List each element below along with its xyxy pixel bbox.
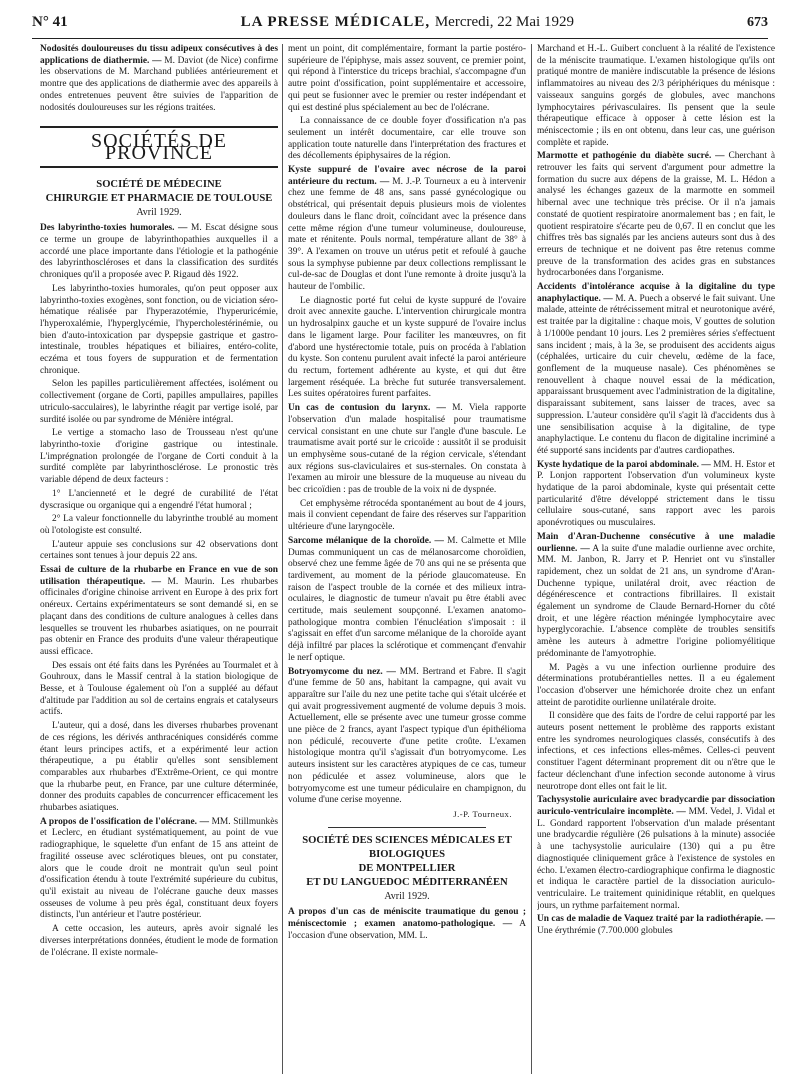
article — [537, 795, 775, 912]
paragraph: Marchand et H.-L. Guibert concluent à la réalité de l'existence de la méniscite traumatique. L'examen histologique qu'ils ont pratiqué montre de manière indiscutable la présence de lésions inflammatoires au niveau des 2/3 périphériques du ménisque : vaisseaux sanguins gorgés de globules, avec manchons lymphocytaires périvasculaires. Ils pensent que la seule thérapeutique efficace à opposer à cette lésion est la méniscectomie ; ils en ont obtenu, dans leur cas, une guérison complète et rapide. — [537, 44, 775, 148]
column-1 — [40, 44, 278, 1076]
article — [288, 403, 526, 497]
paragraph: Cet emphysème rétrocéda spontanément au bout de 4 jours, mais il convient cependant de faire des réserves sur l'apparition ultérieure d'une laryngocèle. — [288, 498, 526, 533]
article — [40, 223, 278, 282]
journal-name: LA PRESSE MÉDICALE, — [240, 14, 431, 30]
article-body: M. Escat désigne sous ce terme un groupe de labyrinthopathies auxquelles il a accordé une place importante dans l'étiologie et la pathogénie des labyrinthoscléroses et dans la classification des surdités chroniques qu'il a proposée avec P. Rigaud dès 1922. — [40, 223, 278, 281]
society-line-2: CHIRURGIE ET PHARMACIE DE TOULOUSE — [45, 192, 273, 204]
article — [537, 151, 775, 280]
article-title: Tachysystolie auriculaire avec bradycardie par dissociation auriculo-ventriculaire incomplète. — — [537, 795, 775, 817]
article — [40, 817, 278, 922]
article-body: MM. Vedel, J. Vidal et L. Gondard rapportent l'observation d'un malade présentant une bradycardie régulière (26 pulsations à la minute) associée à une tachysystolie auriculaire (130) qui a pu être diagnostiquée cliniquement grâce à l'existence de systoles en écho. L'examen électro-cardiographique confirma le diagnostic et indiqua le caractère partiel de la dissociation auriculo-ventriculaire. Le traitement quinidinique rétablit, en quelques jours, un rythme parfaitement normal. — [537, 807, 775, 911]
society-date: Avril 1929. — [136, 206, 182, 218]
article-body: M. Maurin. Les rhubarbes officinales d'origine chinoise arrivent en Europe à des prix fort onéreux. Certains expérimentateurs se sont demandé si, en se plaçant dans des conditions de culture analogues à celles dans lesquelles se trouvent les rhubarbes asiatiques, on ne pourrait pas obtenir en France des produits d'une valeur thérapeutique aussi efficace. — [40, 576, 278, 657]
paragraph: M. Pagès a vu une infection ourlienne produire des déterminations protubérantielles nettes. Il a eu également l'occasion d'observer une hémichorée droite chez un enfant atteint de parotidite ourlienne unilatérale droite. — [537, 662, 775, 708]
article — [537, 282, 775, 458]
paragraph: Des essais ont été faits dans les Pyrénées au Tourmalet et à Gouhroux, dans le Massif central à la station biologique de Besse, et à Toulouse également où l'on a suppléé au défaut d'altitude par l'addition au sol de certains engrais et catalyseurs actifs. — [40, 660, 278, 718]
issue-number: N° 41 — [32, 14, 68, 30]
article-body: MM. Bertrand et Fabre. Il s'agit d'une femme de 50 ans, habitant la campagne, qui avait vu apparaître sur l'aile du nez une petite tache qui s'était ulcérée et qui avait progressivement augmenté de volume depuis 3 mois. Actuellement, elle se présente avec une tumeur grosse comme une pièce de 2 francs, ayant l'aspect typique d'un épithélioma non pédiculé, recouverte d'une petite croûte. L'examen histologique montra qu'il s'agissait d'un botryomycome. Les auteurs insistent sur les caractères atypiques de ce cas, tumeur non pédiculée et assez volumineuse, alors que le botryomycome est une tumeur pédiculaire en champignon, du volume d'une cerise moyenne. — [288, 666, 526, 806]
article — [537, 532, 775, 661]
article — [537, 460, 775, 530]
paragraph: ment un point, dit complémentaire, formant la partie postéro-supérieure de l'épiphyse, mais assez souvent, ce premier point, qui répond à l'interstice du triceps brachial, s'accompagne d'un autre point d'ossification, point supplémentaire et accessoire, qui peut se fusionner avec le premier ou rester indépendant et qui est destiné plus spécialement au bec de l'olécrane. — [288, 44, 526, 113]
article-title: Botryomycome du nez. — — [288, 666, 396, 677]
article-body: M. J.-P. Tourneux a eu à intervenir chez une femme de 48 ans, sans passé gynécologique ou obstétrical, qui présentait depuis plusieurs mois de violentes douleurs dans le flanc droit, coïncidant avec la présence dans cette même région d'une tumeur volumineuse, douloureuse, mate et rénitente. Pouls normal, température allant de 38° à 39°. A l'examen on trouve un utérus petit et refoulé à gauche sous la symphyse pubienne par deux collections remplissant le cul-de-sac de Douglas et dont l'une remonte à droite jusqu'à la hauteur de l'ombilic. — [288, 176, 526, 293]
issue-date: Mercredi, 22 Mai 1929 — [434, 14, 574, 30]
section-title: SOCIÉTÉS DE PROVINCE — [40, 126, 278, 167]
article-body: MM. Stillmunkès et Leclerc, en étudiant systématiquement, au point de vue radiographique, le squelette d'un enfant de 15 ans atteint de fragilité osseuse avec sclérotiques bleues, ont pu constater, alors que le coude droit ne montrait qu'un seul point d'ossification étendu à toute l'extrémité supérieure du cubitus, qu'il existait au niveau de l'olécrane gauche deux masses osseuses de volume à peu près égal, constituant deux foyers distincts, l'un antérieur et l'autre postérieur. — [40, 816, 278, 921]
signature: J.-P. Tourneux. — [453, 809, 512, 819]
society-name — [288, 834, 526, 890]
article — [288, 907, 526, 942]
society-line-1: SOCIÉTÉ DES SCIENCES MÉDICALES ET BIOLOGIQUES — [302, 834, 512, 860]
society-name — [40, 178, 278, 206]
article-title: Kyste suppuré de l'ovaire avec nécrose de la paroi antérieure du rectum. — — [288, 165, 526, 187]
paragraph: La connaissance de ce double foyer d'ossification n'a pas seulement un intérêt documentaire, car elle trouve son application toute naturelle dans l'interprétation des fractures et des décollements épiphysaires de la région. — [288, 116, 526, 162]
society-line-3: ET DU LANGUEDOC MÉDITERRANÉEN — [306, 876, 508, 888]
society-date: Avril 1929. — [384, 890, 430, 902]
article-title: Kyste hydatique de la paroi abdominale. — — [537, 459, 711, 470]
article-body: M. Daviot (de Nice) confirme les observations de M. Marchand publiées antérieurement et montre que des applications de diathermie avec des appareils à ondes entretenues peuvent être suivies de l'apparition de nodosités douloureuses sur les régions traitées. — [40, 55, 278, 113]
article-title: Un cas de contusion du larynx. — — [288, 403, 446, 414]
article-title: Main d'Aran-Duchenne consécutive à une maladie ourlienne. — — [537, 531, 775, 554]
society-line-1: SOCIÉTÉ DE MÉDECINE — [96, 178, 222, 190]
article-body: A la suite d'une maladie ourlienne avec orchite, MM. M. Janbon, R. Jarry et P. Henriet ont vu s'installer rapidement, chez un soldat de 21 ans, un syndrome d'Aran-Duchenne typique, unilatéral droit, avec réaction de dégénérescence et contractions fibrillaires. Il existait également un syndrome de Claude Bernard-Horner du côté droit, et une légère réaction méningée lymphocytaire avec hyperglycorachie. L'absence complète de troubles sensitifs amène les auteurs à admettre l'origine poliomyélitique prédominante de l'amyotrophie. — [537, 543, 775, 659]
paragraph: A cette occasion, les auteurs, après avoir signalé les diverses interprétations données, étudient le mode de formation de l'olécrane. Il existe normale- — [40, 924, 278, 958]
paragraph: Selon les papilles particulièrement affectées, isolément ou collectivement (organe de Corti, papilles ampullaires, papilles utriculo-sacculaires), le labyrinthe réagit par vertige isolé, par surdité isolée ou par syndrome de Ménière intégral. — [40, 379, 278, 425]
paragraph: 2° La valeur fonctionnelle du labyrinthe troublé au moment où l'otologiste est consulté. — [40, 514, 278, 536]
article — [288, 667, 526, 807]
journal-title — [241, 14, 574, 31]
article-title: Accidents d'intolérance acquise à la digitaline du type anaphylactique. — — [537, 282, 775, 304]
article-title: A propos de l'ossification de l'olécrane. — — [40, 816, 209, 827]
article-body: M. A. Puech a observé le fait suivant. Une malade, atteinte de rétrécissement mitral et neurotonique avéré, est traitée par la digitaline : chaque mois, V gouttes de solution à 1/1000e pendant 10 jours. Les 2 premières séries s'effectuent sans incident ; mais, à la 3e, se produisent des accidents aigus (céphalées, urticaire du cuir chevelu, œdème de la face, gonflement de la muqueuse nasale). Ces phénomènes se renouvellent à chaque nouvel essai de la médication, apparaissant brusquement avec l'administration de la digitaline, disparaissant subitement, sans laisser de traces, avec sa suppression. L'auteur considère qu'il s'agit là d'accidents dus à une sensibilisation acquise à la digitaline, de type anaphylactique. Le contenu du flacon de digitaline incriminé a été supporté sans incidents par d'autres cardiopathes. — [537, 293, 775, 456]
article-body: M. Viela rapporte l'observation d'un malade hospitalisé pour traumatisme cervical consistant en une chute sur l'angle d'une bascule. Le traumatisme avait porté sur le cricoïde : aussitôt il se produisit un emphysème sous-cutané de la région cervicale, s'étendant aux régions sus-claviculaires et sus-sternales. On constata à l'examen au miroir une blessure de la muqueuse au niveau du bec cricoïdien : pas de trouble de la voix ni de dyspnée. — [288, 403, 526, 496]
paragraph: L'auteur, qui a dosé, dans les diverses rhubarbes provenant de ces régions, les dérivés anthracéniques considérés comme étant leurs principes actifs, et a expérimenté leur action thérapeutique, a pu établir qu'elles sont sensiblement comparables aux rhubarbes d'Extrême-Orient, ce qui montre que la rhubarbe peut, en France, par une culture déterminée, donner des produits capables de concurrencer efficacement les rhubarbes asiatiques. — [40, 721, 278, 814]
article-title: Marmotte et pathogénie du diabète sucré. — — [537, 151, 725, 162]
page-number: 673 — [746, 15, 768, 30]
article-body: MM. H. Estor et P. Lonjon rapportent l'observation d'un volumineux kyste hydatique de la paroi abdominale, kyste qui présentait cette particularité d'être développé strictement dans le tissu cellulaire sous-cutané, sans rapport avec les parois aponévrotiques ou musculaires. — [537, 459, 775, 529]
article-body: M. Calmette et Mlle Dumas communiquent un cas de mélanosarcome choroïdien, observé chez une femme âgée de 70 ans qui ne se présenta que tardivement, au moment de la période glaucomateuse. En raison de l'aspect trouble de la cornée et des milieux intra-oculaires, le diagnostic de tumeur n'avait pu être établi avec certitude, mais seulement soupçonné. L'examen anatomo-pathologique montra combien l'énucléation s'imposait : il s'agissait en effet d'un sarcome mélanique de la choroïde ayant déjà infiltré par places la sclérotique et commençant d'envahir le nerf optique. — [288, 535, 526, 663]
paragraph: L'auteur appuie ses conclusions sur 42 observations dont certaines sont tenues à jour depuis 22 ans. — [40, 539, 278, 562]
paragraph: Les labyrintho-toxies humorales, qu'on peut opposer aux labyrintho-toxies exogènes, sont fonction, ou de viciation séro-hématique réalisée par l'hyperazotémie, l'hyperuricémie, l'hyperoxalémie, l'hyperglycémie, l'hypercholestérinémie, ou bien d'auto-intoxication par dyspepsie gastrique et gastro-intestinale, troubles hépatiques et biliaires, entéro-colite, eczéma et tous foyers de suppuration et de fermentation chronique. — [40, 283, 278, 376]
article — [288, 165, 526, 294]
article — [288, 536, 526, 665]
article-body: Une érythrémie (7.700.000 globules — [537, 926, 673, 937]
article-title: Nodosités douloureuses du tissu adipeux consécutives à des applications de diathermie. — — [40, 44, 278, 66]
column-2 — [288, 44, 526, 1076]
article-body: A l'occasion d'une observation, MM. L. — [288, 919, 526, 941]
society-line-2: DE MONTPELLIER — [358, 862, 456, 874]
article-title: Sarcome mélanique de la choroïde. — — [288, 535, 444, 546]
article-title: Des labyrintho-toxies humorales. — — [40, 223, 188, 234]
paragraph: 1° L'ancienneté et le degré de curabilité de l'état dyscrasique ou organique qui a engendré l'état humoral ; — [40, 488, 278, 511]
paragraph: Le diagnostic porté fut celui de kyste suppuré de l'ovaire droit avec annexite gauche. L'intervention chirurgicale montra un hydrosalpinx gauche et un kyste suppuré de l'ovaire inclus dans le ligament large. Pour faciliter les manœuvres, on fit d'abord une hystérectomie totale, puis on procéda à l'ablation du kyste. Son contenu purulent avait infecté la paroi antérieure du rectum, fortement adhérente au kyste, et qui dut être largement réséquée. La brèche fut suturée transversalement. Les suites opératoires furent parfaites. — [288, 295, 526, 400]
article — [40, 565, 278, 659]
article-body: Cherchant à retrouver les faits qui servent d'argument pour admettre la formation du sucre aux dépens de la graisse, M. L. Hédon a analysé les échanges gazeux de la marmotte en sommeil hibernal avec une technique très précise. Or il n'a jamais constaté de quotient respiratoire anormalement bas ; en fait, le quotient respiratoire s'écarte peu de 0,67. Il en conclut que les chiffres très bas signalés par les anciens auteurs sont dus à des erreurs de technique et ne doivent pas être retenus comme preuve de la transformation des acides gras en substances hydrocarbonées dans l'organisme. — [537, 151, 775, 279]
column-3 — [537, 44, 775, 1076]
divider — [328, 827, 486, 828]
page-header — [32, 14, 768, 39]
article — [537, 914, 775, 937]
paragraph: Il considère que des faits de l'ordre de celui rapporté par les auteurs posent nettement le problème des rapports existant entre les syndromes neurologiques classés, consécutifs à des infections, et ces infections elles-mêmes. Celles-ci peuvent constituer l'agent déterminant proprement dit ou n'être que le facteur déclenchant d'une infection seconde autonome à virus neurotrope dont elles ont fait le lit. — [537, 711, 775, 792]
column-divider-1 — [282, 44, 283, 1074]
paragraph: Le vertige a stomacho laso de Trousseau n'est qu'une labyrintho-toxie d'origine gastrique ou intestinale. L'imprégnation prolongée de l'organe de Corti conduit à la surdité complète par labyrinthosclérose. Le pronostic très variable dépend de deux facteurs : — [40, 428, 278, 486]
article — [40, 44, 278, 114]
article-title: Essai de culture de la rhubarbe en France en vue de son utilisation thérapeutique. — — [40, 565, 278, 587]
column-divider-2 — [531, 44, 532, 1074]
article-title: Un cas de maladie de Vaquez traité par la radiothérapie. — — [537, 914, 775, 925]
article-title: A propos d'un cas de méniscite traumatique du genou ; méniscectomie ; examen anatomo-pathologique. — — [288, 907, 526, 930]
